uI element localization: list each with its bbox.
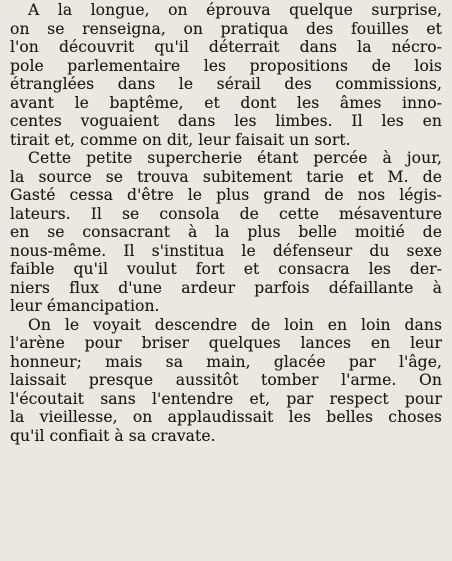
text-line: en se consacrant à la plus belle moitié de	[10, 223, 442, 241]
text-line: l'on découvrit qu'il déterrait dans la nécro-	[10, 38, 442, 56]
text-line: laissait presque aussitôt tomber l'arme. On	[10, 371, 442, 389]
text-line: l'écoutait sans l'entendre et, par respect pour	[10, 389, 442, 408]
paragraph-1	[10, 1, 442, 149]
text-line: étranglées dans le sérail des commissions,	[10, 75, 442, 93]
text-line: honneur; mais sa main, glacée par l'âge,	[10, 352, 442, 371]
text-line: la source se trouva subitement tarie et M. de	[10, 167, 442, 186]
text-line: On le voyait descendre de loin en loin dans	[28, 315, 442, 334]
paragraph-3	[10, 316, 442, 446]
text-line: centes voguaient dans les limbes. Il les en	[10, 112, 442, 130]
article-column	[10, 1, 442, 445]
text-line: on se renseigna, on pratiqua des fouilles et	[10, 19, 442, 38]
text-line: l'arène pour briser quelques lances en leur	[10, 334, 442, 352]
text-line: leur émancipation.	[10, 297, 160, 315]
text-line: Gasté cessa d'être le plus grand de nos légis-	[10, 186, 442, 204]
text-line: tirait et, comme on dit, leur faisait un sort.	[10, 130, 351, 149]
text-line: pole parlementaire les propositions de lois	[10, 56, 442, 75]
text-line: avant le baptême, et dont les âmes inno-	[10, 93, 442, 112]
text-line: niers flux d'une ardeur parfois défaillante à	[10, 278, 442, 297]
text-line: lateurs. Il se consola de cette mésaventure	[10, 204, 442, 223]
text-line: Cette petite supercherie étant percée à jour,	[28, 149, 442, 167]
text-line: qu'il confiait à sa cravate.	[10, 426, 216, 445]
text-line: nous-même. Il s'institua le défenseur du sexe	[10, 241, 442, 260]
text-line: A la longue, on éprouva quelque surprise,	[28, 1, 442, 19]
text-line: faible qu'il voulut fort et consacra les der-	[10, 260, 442, 278]
text-line: la vieillesse, on applaudissait les belles choses	[10, 408, 442, 426]
paragraph-2	[10, 149, 442, 316]
